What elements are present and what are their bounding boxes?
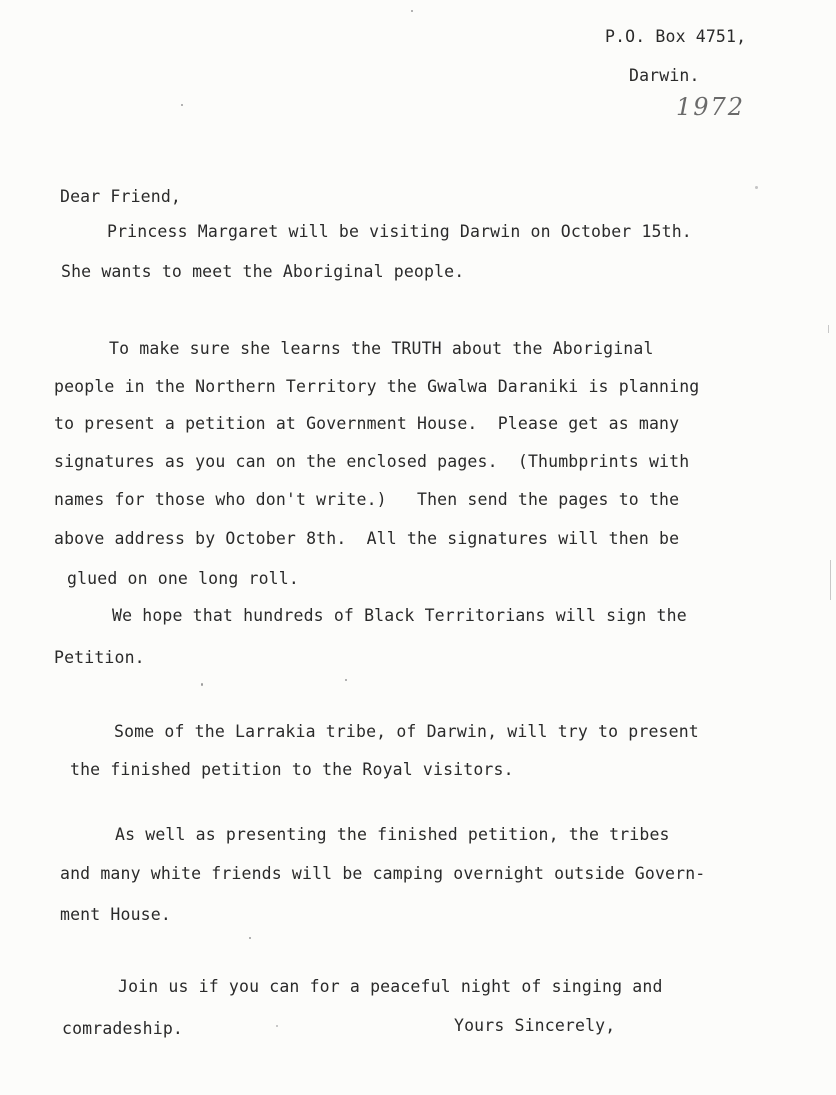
letter-line: Princess Margaret will be visiting Darwin on October 15th. xyxy=(107,222,692,241)
letter-line: ment House. xyxy=(60,905,171,924)
paper-speck xyxy=(411,10,413,12)
handwritten-year: 1972 xyxy=(676,93,746,121)
letter-line: She wants to meet the Aboriginal people. xyxy=(61,262,465,281)
letter-line: Petition. xyxy=(54,648,145,667)
paper-speck xyxy=(249,937,251,939)
city-name: Darwin. xyxy=(629,66,700,85)
letter-line: people in the Northern Territory the Gwalwa Daraniki is planning xyxy=(54,377,700,396)
paper-speck xyxy=(181,104,183,106)
letter-line: signatures as you can on the enclosed pages. (Thumbprints with xyxy=(54,452,690,471)
letter-line: We hope that hundreds of Black Territorians will sign the xyxy=(112,606,687,625)
po-box-address: P.O. Box 4751, xyxy=(605,27,747,46)
paper-edge-mark xyxy=(830,560,831,600)
letter-line: names for those who don't write.) Then send the pages to the xyxy=(54,490,680,509)
paper-edge-mark xyxy=(828,325,829,333)
letter-line: comradeship. xyxy=(62,1019,184,1038)
paper-speck xyxy=(755,186,758,189)
salutation: Dear Friend, xyxy=(60,187,182,206)
letter-line: Some of the Larrakia tribe, of Darwin, will try to present xyxy=(114,722,699,741)
letter-line: and many white friends will be camping overnight outside Govern- xyxy=(60,864,706,883)
letter-line: glued on one long roll. xyxy=(67,569,299,588)
letter-line: To make sure she learns the TRUTH about the Aboriginal xyxy=(109,339,654,358)
letter-line: As well as presenting the finished petition, the tribes xyxy=(115,825,670,844)
paper-speck xyxy=(201,683,203,686)
letter-line: Join us if you can for a peaceful night of singing and xyxy=(118,977,663,996)
paper-speck xyxy=(345,679,347,681)
letter-line: the finished petition to the Royal visitors. xyxy=(70,760,514,779)
paper-speck xyxy=(276,1025,278,1027)
letter-line: above address by October 8th. All the signatures will then be xyxy=(54,529,680,548)
letter-line: to present a petition at Government House. Please get as many xyxy=(54,414,680,433)
closing-phrase: Yours Sincerely, xyxy=(454,1016,616,1035)
